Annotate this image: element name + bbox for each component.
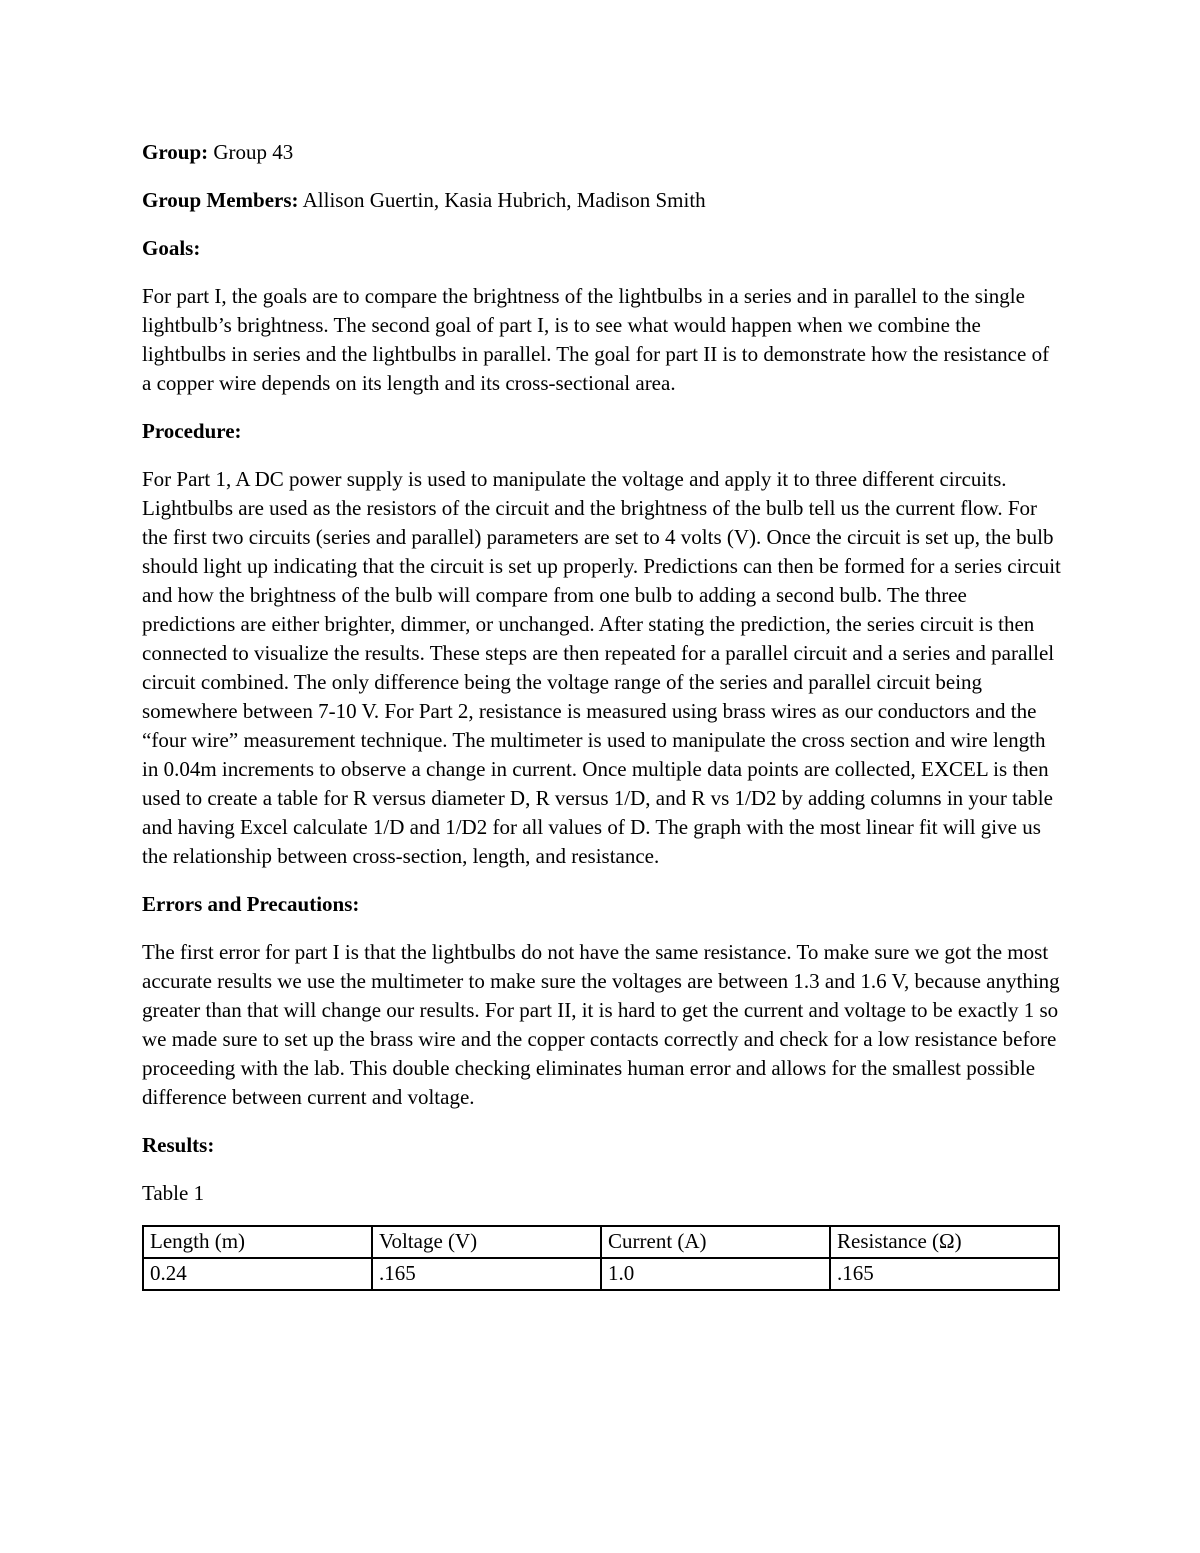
cell-current: 1.0 bbox=[601, 1258, 830, 1290]
results-heading: Results: bbox=[142, 1133, 215, 1157]
cell-length: 0.24 bbox=[143, 1258, 372, 1290]
document-page bbox=[142, 138, 1062, 1291]
table-caption: Table 1 bbox=[142, 1181, 205, 1205]
group-line bbox=[142, 138, 1062, 167]
goals-heading: Goals: bbox=[142, 236, 201, 260]
goals-paragraph: For part I, the goals are to compare the brightness of the lightbulbs in a series and in parallel to the single lightbulb’s brightness. The second goal of part I, is to see what would happen when we combine the lightbulbs in series and the lightbulbs in parallel. The goal for part II is to demonstrate how the resistance of a copper wire depends on its length and its cross-sectional area. bbox=[142, 284, 1050, 395]
column-header-length: Length (m) bbox=[143, 1226, 372, 1258]
table-row bbox=[143, 1258, 1059, 1290]
errors-heading: Errors and Precautions: bbox=[142, 892, 360, 916]
cell-voltage: .165 bbox=[372, 1258, 601, 1290]
column-header-voltage: Voltage (V) bbox=[372, 1226, 601, 1258]
procedure-paragraph: For Part 1, A DC power supply is used to manipulate the voltage and apply it to three different circuits. Lightbulbs are used as the resistors of the circuit and the brightness of the bulb tell us the current flow. For the first two circuits (series and parallel) parameters are set to 4 volts (V). Once the circuit is set up, the bulb should light up indicating that the circuit is set up properly. Predictions can then be formed for a series circuit and how the brightness of the bulb will compare from one bulb to adding a second bulb. The three predictions are either brighter, dimmer, or unchanged. After stating the prediction, the series circuit is then connected to visualize the results. These steps are then repeated for a parallel circuit and a series and parallel circuit combined. The only difference being the voltage range of the series and parallel circuit being somewhere between 7-10 V. For Part 2, resistance is measured using brass wires as our conductors and the “four wire” measurement technique. The multimeter is used to manipulate the cross section and wire length in 0.04m increments to observe a change in current. Once multiple data points are collected, EXCEL is then used to create a table for R versus diameter D, R versus 1/D, and R vs 1/D2 by adding columns in your table and having Excel calculate 1/D and 1/D2 for all values of D. The graph with the most linear fit will give us the relationship between cross-section, length, and resistance. bbox=[142, 467, 1061, 868]
errors-paragraph: The first error for part I is that the lightbulbs do not have the same resistance. To make sure we got the most accurate results we use the multimeter to make sure the voltages are between 1.3 and 1.6 V, because anything greater than that will change our results. For part II, it is hard to get the current and voltage to be exactly 1 so we made sure to set up the brass wire and the copper contacts correctly and check for a low resistance before proceeding with the lab. This double checking eliminates human error and allows for the smallest possible difference between current and voltage. bbox=[142, 940, 1060, 1109]
procedure-heading: Procedure: bbox=[142, 419, 242, 443]
group-label: Group: bbox=[142, 140, 209, 164]
column-header-current: Current (A) bbox=[601, 1226, 830, 1258]
group-members-label: Group Members: bbox=[142, 188, 299, 212]
cell-resistance: .165 bbox=[830, 1258, 1059, 1290]
group-members-value: Allison Guertin, Kasia Hubrich, Madison Smith bbox=[302, 188, 706, 212]
group-members-line bbox=[142, 186, 1062, 215]
results-table bbox=[142, 1225, 1060, 1291]
group-value: Group 43 bbox=[213, 140, 294, 164]
column-header-resistance: Resistance (Ω) bbox=[830, 1226, 1059, 1258]
table-header-row bbox=[143, 1226, 1059, 1258]
